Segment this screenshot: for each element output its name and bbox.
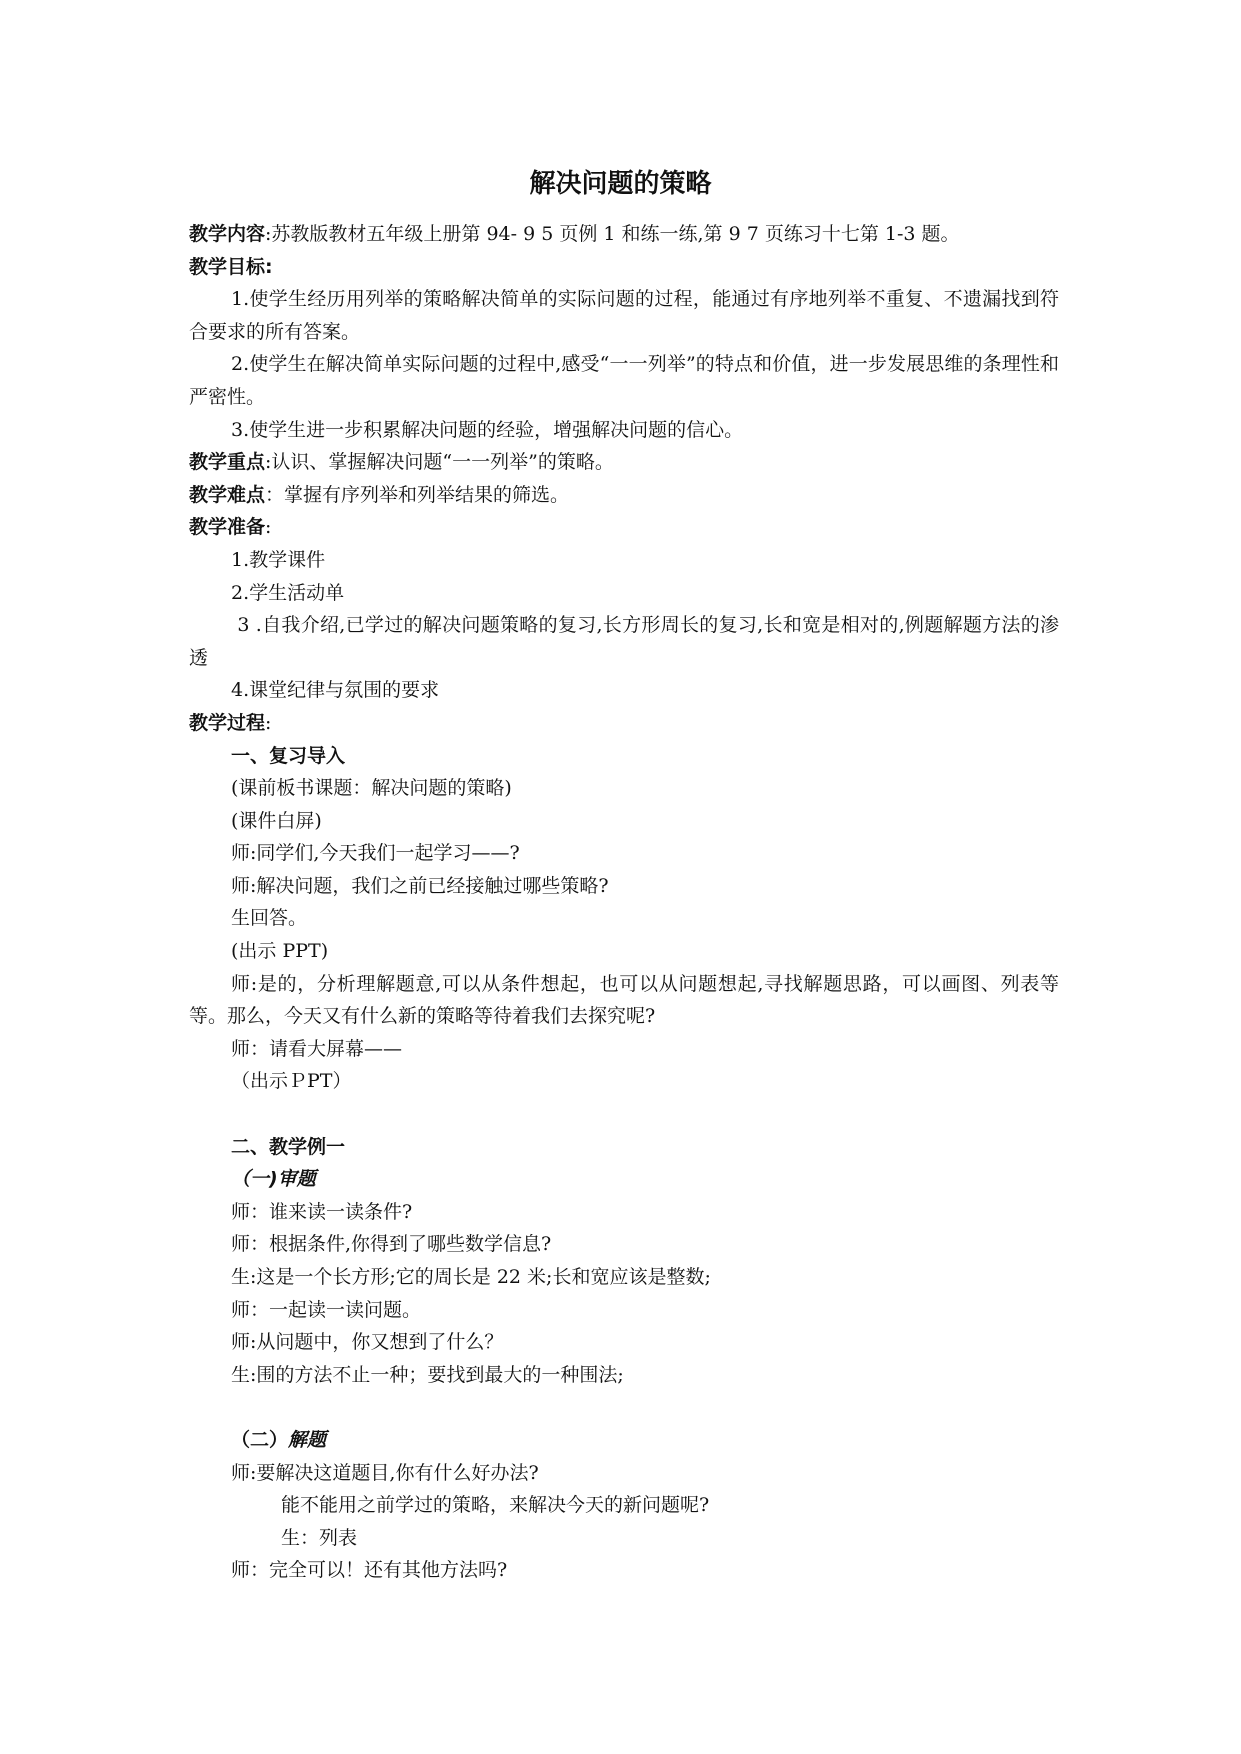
dialogue-line: 能不能用之前学过的策略，来解决今天的新问题呢? <box>281 1494 710 1517</box>
subsection-heading-prefix: （二） <box>231 1428 289 1451</box>
dialogue-line: 师:从问题中，你又想到了什么？ <box>231 1331 504 1354</box>
difficulty-text: ：掌握有序列举和列举结果的筛选。 <box>265 483 570 506</box>
subsection-heading: （一)审题 <box>231 1168 316 1191</box>
difficulty-label: 教学难点 <box>189 483 266 506</box>
teaching-content-label: 教学内容 <box>189 223 266 245</box>
preparation-colon: : <box>265 516 272 539</box>
dialogue-line: (课件白屏) <box>231 809 322 832</box>
process-colon: : <box>265 711 272 734</box>
dialogue-line: 师：请看大屏幕—— <box>231 1037 403 1060</box>
dialogue-line: 师：一起读一读问题。 <box>231 1298 422 1321</box>
preparation <box>189 511 1059 544</box>
teaching-objectives-label: 教学目标: <box>189 255 273 278</box>
key-point <box>189 446 1059 479</box>
teaching-content <box>189 218 1059 251</box>
dialogue-line: 生回答。 <box>231 907 308 930</box>
process-label: 教学过程 <box>189 711 266 734</box>
objective-item: 3.使学生进一步积累解决问题的经验，增强解决问题的信心。 <box>231 418 744 441</box>
objective-item: 2.使学生在解决简单实际问题的过程中,感受“一一列举”的特点和价值，进一步发展思维的条理性和严密性。 <box>189 353 1059 408</box>
dialogue-line: （出示ＰPT） <box>231 1070 352 1093</box>
dialogue-line: 师:要解决这道题目,你有什么好办法? <box>231 1461 539 1484</box>
objective-item: 1.使学生经历用列举的策略解决简单的实际问题的过程，能通过有序地列举不重复、不遗漏找到符合要求的所有答案。 <box>189 288 1059 343</box>
dialogue-line: 师：根据条件,你得到了哪些数学信息? <box>231 1233 552 1256</box>
preparation-item: 2.学生活动单 <box>231 581 345 604</box>
difficulty <box>189 479 1059 512</box>
dialogue-line: 生：列表 <box>281 1526 358 1549</box>
preparation-item: 1.教学课件 <box>231 548 326 571</box>
preparation-item: 4.课堂纪律与氛围的要求 <box>231 679 440 702</box>
dialogue-line: 师：完全可以！还有其他方法吗? <box>231 1559 508 1582</box>
dialogue-paragraph: 师:是的，分析理解题意,可以从条件想起，也可以从问题想起,寻找解题思路，可以画图、列表等等。那么，今天又有什么新的策略等待着我们去探究呢? <box>189 972 1059 1028</box>
dialogue-line: 师:解决问题，我们之前已经接触过哪些策略? <box>231 874 609 897</box>
preparation-label: 教学准备 <box>189 516 266 539</box>
preparation-item: 3 .自我介绍,已学过的解决问题策略的复习,长方形周长的复习,长和宽是相对的,例题解题方法的渗透 <box>189 614 1060 669</box>
dialogue-line: 生:这是一个长方形;它的周长是 22 米;长和宽应该是整数; <box>231 1266 711 1288</box>
process <box>189 707 1059 740</box>
blank-line <box>189 1391 1059 1424</box>
section-heading: 二、教学例一 <box>231 1135 346 1158</box>
subsection-heading <box>189 1424 1059 1457</box>
subsection-heading-text: 解题 <box>288 1428 327 1451</box>
document-body <box>189 218 1059 1587</box>
key-point-text: :认识、掌握解决问题“一一列举”的策略。 <box>265 451 614 474</box>
dialogue-line: (出示 PPT) <box>231 940 329 963</box>
teaching-content-text: :苏教版教材五年级上册第 94- 9 5 页例 1 和练一练,第 9 7 页练习十七第 1-3 题。 <box>265 223 960 245</box>
dialogue-line: 生:围的方法不止一种；要找到最大的一种围法; <box>231 1363 624 1386</box>
key-point-label: 教学重点 <box>189 451 266 474</box>
dialogue-line: (课前板书课题：解决问题的策略) <box>231 777 512 800</box>
blank-line <box>189 1098 1059 1131</box>
dialogue-line: 师:同学们,今天我们一起学习——? <box>231 842 520 865</box>
document-title: 解决问题的策略 <box>529 169 712 199</box>
section-heading: 一、复习导入 <box>231 744 346 767</box>
dialogue-line: 师：谁来读一读条件? <box>231 1200 413 1223</box>
